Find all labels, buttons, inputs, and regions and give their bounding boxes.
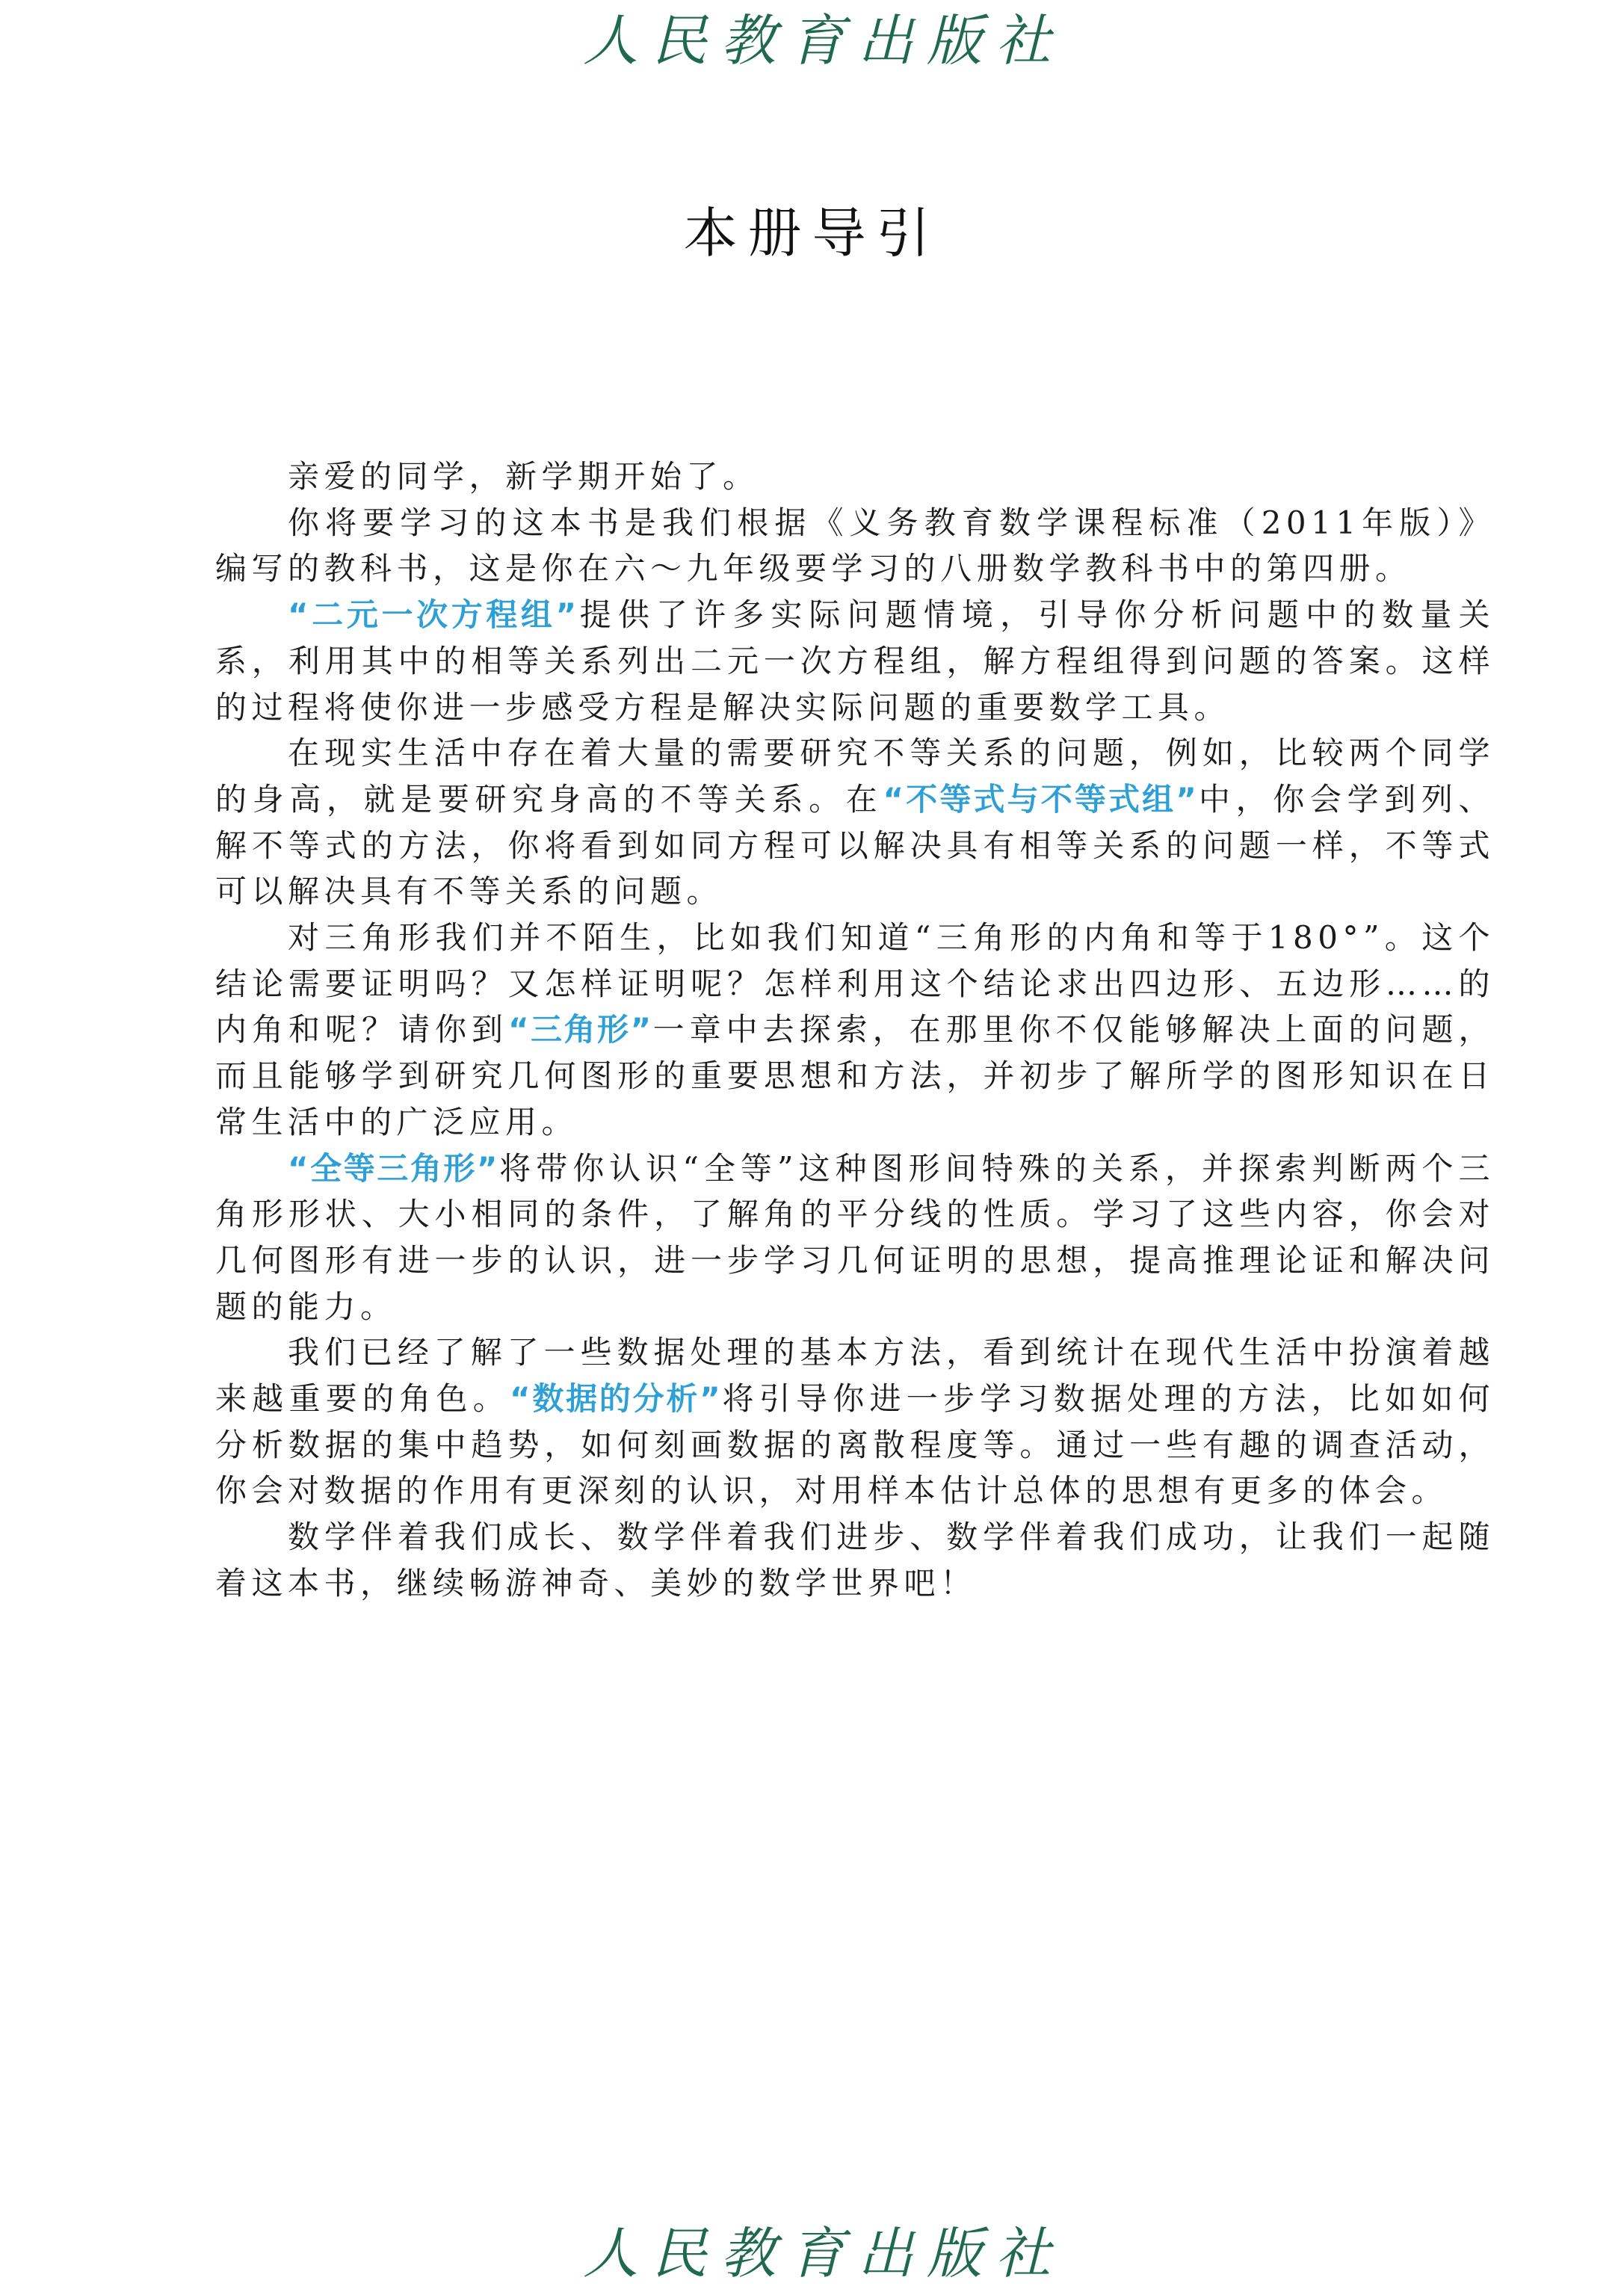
paragraph-text: 将带你认识“全等”这种图形间特殊的关系，并探索判断两个三角形形状、大小相同的条件，了解角的平分线的性质。学习了这些内容，你会对几何图形有进一步的认识，进一步学习几何证明的思想，提高推理论证和解决问题的能力。 — [215, 1149, 1495, 1325]
chapter-highlight-data-analysis: “数据的分析” — [510, 1380, 722, 1418]
body-text — [215, 454, 1495, 1607]
chapter-highlight-congruent-triangles: “全等三角形” — [288, 1149, 499, 1187]
paragraph-data-analysis — [215, 1329, 1495, 1514]
paragraph-inequalities — [215, 730, 1495, 915]
paragraph-text: 你将要学习的这本书是我们根据《义务教育数学课程标准（2011年版）》编写的教科书，这是你在六～九年级要学习的八册数学教科书中的第四册。 — [215, 504, 1495, 587]
chapter-highlight-linear-equations: “二元一次方程组” — [288, 596, 578, 634]
paragraph-text: 我们已经了解了一些数据处理的基本方法，看到统计在现代生活中扮演着越来越重要的角色。 — [215, 1334, 1495, 1418]
paragraph-text: 提供了许多实际问题情境，引导你分析问题中的数量关系，利用其中的相等关系列出二元一次方程组，解方程组得到问题的答案。这样的过程将使你进一步感受方程是解决实际问题的重要数学工具。 — [215, 596, 1495, 726]
paragraph-text: 中，你会学到列、解不等式的方法，你将看到如同方程可以解决具有相等关系的问题一样，不等式可以解决具有不等关系的问题。 — [215, 780, 1495, 910]
paragraph-text: 将引导你进一步学习数据处理的方法，比如如何分析数据的集中趋势，如何刻画数据的离散程度等。通过一些有趣的调查活动，你会对数据的作用有更深刻的认识，对用样本估计总体的思想有更多的体会。 — [215, 1380, 1495, 1510]
paragraph-intro — [215, 500, 1495, 592]
paragraph-text: 对三角形我们并不陌生，比如我们知道“三角形的内角和等于180°”。这个结论需要证明吗？又怎样证明呢？怎样利用这个结论求出四边形、五边形……的内角和呢？请你到 — [215, 919, 1495, 1048]
paragraph-closing — [215, 1514, 1495, 1606]
chapter-highlight-triangles: “三角形” — [507, 1011, 653, 1048]
paragraph-linear-equations — [215, 592, 1495, 730]
page-title: 本册导引 — [683, 202, 941, 265]
publisher-logo-top: 人民教育出版社 — [583, 9, 1064, 73]
publisher-logo-bottom: 人民教育出版社 — [583, 2222, 1064, 2286]
paragraph-text: 数学伴着我们成长、数学伴着我们进步、数学伴着我们成功，让我们一起随着这本书，继续畅游神奇、美妙的数学世界吧！ — [215, 1519, 1495, 1601]
chapter-highlight-inequalities: “不等式与不等式组” — [883, 780, 1198, 818]
paragraph-congruent-triangles — [215, 1146, 1495, 1330]
paragraph-greeting — [215, 454, 1495, 500]
paragraph-text: 一章中去探索，在那里你不仅能够解决上面的问题，而且能够学到研究几何图形的重要思想和方法，并初步了解所学的图形知识在日常生活中的广泛应用。 — [215, 1011, 1495, 1140]
paragraph-text: 亲爱的同学，新学期开始了。 — [288, 458, 759, 495]
paragraph-triangles — [215, 915, 1495, 1146]
paragraph-text: 在现实生活中存在着大量的需要研究不等关系的问题，例如，比较两个同学的身高，就是要研究身高的不等关系。在 — [215, 735, 1495, 818]
